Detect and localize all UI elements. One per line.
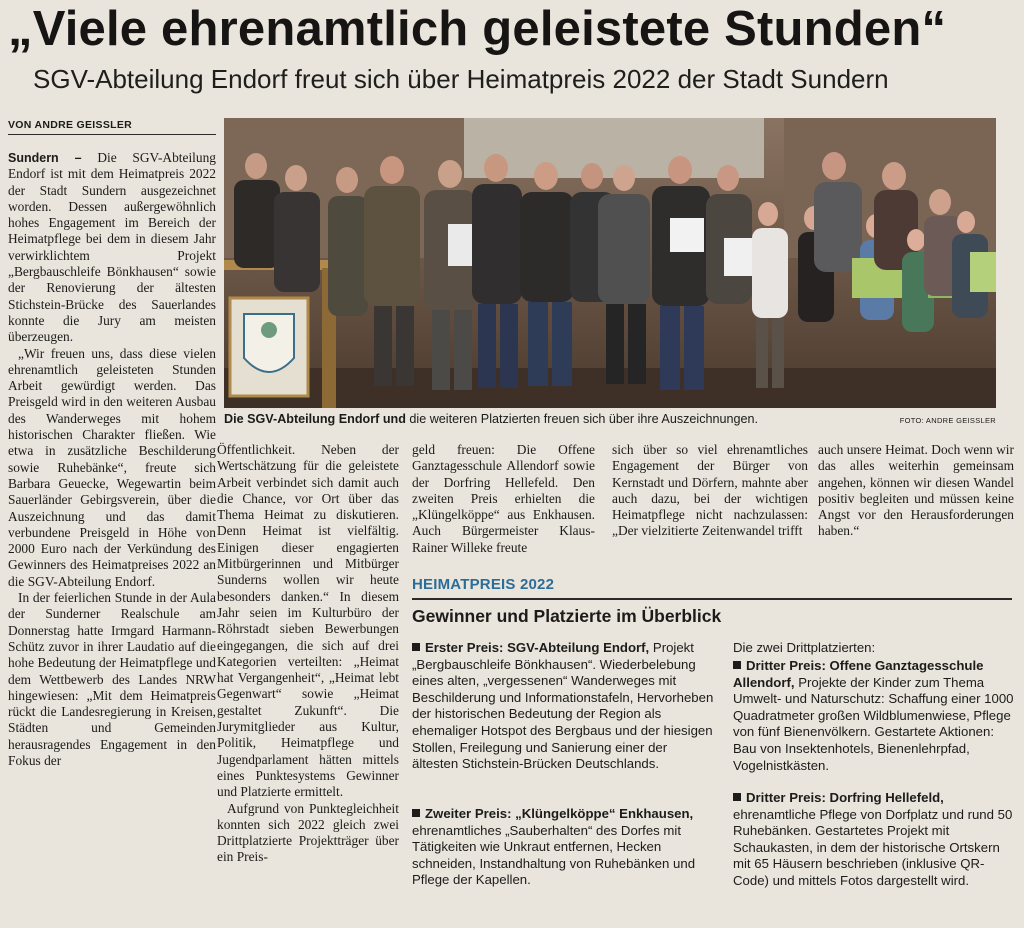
article-paragraph: Aufgrund von Punktegleichheit konnten sich 2022 gleich zwei Drittplatzierte Projektträger über ein Preis- — [217, 800, 399, 865]
caption-text: die weiteren Platzierten freuen sich über ihre Auszeichnungen. — [405, 412, 759, 426]
third-prize-a-text: Projekte der Kinder zum Thema Umwelt- und Naturschutz: Schaffung einer 1000 Quadratmeter großen Wildblumenwiese, Pflege von fünf Bienenvölkern. Gestartete Aktionen: Bau von Insektenhotels, Bienenlehrpfad, Vogelnistkästen. — [733, 674, 1014, 773]
group-photo — [224, 118, 996, 408]
article-column-1 — [8, 150, 216, 926]
bullet-square-icon — [733, 661, 741, 669]
dateline: Sundern – — [8, 151, 82, 165]
photo-caption — [224, 411, 996, 427]
article-column-5 — [818, 442, 1014, 567]
photo-credit: FOTO: ANDRE GEISSLER — [899, 416, 996, 425]
article-text: Die SGV-Abteilung Endorf ist mit dem Heimatpreis 2022 der Stadt Sundern ausgezeichnet worden. Dessen außergewöhnlich hohes Engagement im Bereich der Heimatpflege bei dem in diesem Jahr verwirklichtem Projekt „Bergbauschleife Bönkhausen“ sowie der Renovierung der ältesten Stichstein-Brücke des Sauerlandes konnte die Jury am meisten überzeugen. — [8, 150, 216, 345]
first-prize-entry — [412, 640, 714, 773]
article-paragraph: geld freuen: Die Offene Ganztagesschule Allendorf sowie der Dorfring Hellefeld. Den zweiten Preis erhielten die „Klüngelköppe“ aus Enkhausen. Auch Bürgermeister Klaus-Rainer Willeke freute — [412, 442, 595, 555]
first-prize-label: Erster Preis: SGV-Abteilung Endorf, — [425, 640, 650, 655]
group-photo-image — [224, 118, 996, 408]
article-column-3 — [412, 442, 595, 567]
third-prize-b-text: ehrenamtliche Pflege von Dorfplatz und rund 50 Ruhebänken. Gestartetes Projekt mit Schaukasten, in dem der historische Ortskern mit 65 Häusern beschrieben (inklusive QR-Code) und mittels Fotos dargestellt wird. — [733, 806, 1013, 888]
subheadline: SGV-Abteilung Endorf freut sich über Heimatpreis 2022 der Stadt Sundern — [33, 64, 889, 94]
third-prize-entry-a — [733, 658, 1017, 774]
bullet-square-icon — [412, 643, 420, 651]
third-prize-b-label: Dritter Preis: Dorfring Hellefeld, — [746, 790, 944, 805]
bullet-square-icon — [412, 809, 420, 817]
second-prize-entry — [412, 806, 714, 889]
infobox-title: Gewinner und Platzierte im Überblick — [412, 606, 722, 626]
infobox-divider — [412, 598, 1012, 600]
first-prize-text: Projekt „Bergbauschleife Bönkhausen“. Wiederbelebung eines alten, „vergessenen“ Wanderweges mit Beschilderung und Informationstafeln, Hervorheben der historischen Bedeutung der Region als ehemaliger Hotspot des Bergbaus und der hiesigen Stollen, Freilegung und Sanierung einer der ältesten Stichstein-Brücken Deutschlands. — [412, 640, 714, 772]
article-paragraph: Öffentlichkeit. Neben der Wertschätzung für die geleistete Arbeit verbindet sich damit auch die Chance, vor Ort über das Thema Heimat zu diskutieren. Denn Heimat ist vielfältig. Einigen dieser engagierten Mitbürgerinnen und Mitbürger Sunderns wollen wir heute besonders danken.“ In diesem Jahr seien im Kulturbüro der Röhrstadt sieben Bewerbungen eingegangen, die sich auf drei Kategorien verteilten: „Heimat hat Vergangenheit“, „Heimat lebt Gegenwart“ sowie „Heimat gestaltet Zukunft“. Die Jurymitglieder aus Kultur, Politik, Heimatpflege und Jugendparlament hätten mittels eines Punktesystems Gewinner und Platzierte ermittelt. — [217, 442, 399, 800]
author-byline: VON ANDRE GEISSLER — [8, 118, 216, 135]
second-prize-text: ehrenamtliches „Sauberhalten“ des Dorfes mit Tätigkeiten wie Unkraut entfernen, Hecken schneiden, Instandhaltung von Ruhebänken und Pflege der Kapellen. — [412, 822, 696, 888]
article-column-2 — [217, 442, 399, 926]
headline: „Viele ehrenamtlich geleistete Stunden“ — [8, 2, 947, 56]
article-paragraph: „Wir freuen uns, dass diese vielen ehrenamtlich geleisteten Stunden Arbeit gewürdigt werden. Das Preisgeld wird in den weiteren Ausbau des Wanderweges mit hohem historischen Charakter fließen. Wie etwa in zusätzliche Beschilderung sowie Ruhebänke“, freute sich Barbara Geuecke, Wegewartin beim Sauerländer Gebirgsverein, über die Auszeichnung und das damit verbundene Preisgeld in Höhe von 2000 Euro nach der Verkündung des Gewinners des Heimatpreises 2022 an die SGV-Abteilung Endorf. — [8, 345, 216, 589]
article-paragraph: In der feierlichen Stunde in der Aula der Sunderner Realschule am Donnerstag hatte Irmgard Harmann-Schütz zuvor in ihrer Laudatio auf die hohe Bedeutung der Heimatpflege und dem Wettbewerb des Landes NRW hingewiesen: „Mit dem Heimatpreis rückt die Landesregierung in Kreisen, Städten und Gemeinden herausragendes Engagement in den Fokus der — [8, 590, 216, 768]
second-prize-label: Zweiter Preis: „Klüngelköppe“ Enkhausen, — [425, 806, 694, 821]
bullet-square-icon — [733, 793, 741, 801]
article-paragraph: sich über so viel ehrenamtliches Engagement der Bürger von Kernstadt und Dörfern, mahnte aber auch dazu, bei der wichtigen Heimatpflege nicht nachzulassen: „Der vielzitierte Zeitenwandel trifft — [612, 442, 808, 539]
third-prize-intro: Die zwei Drittplatzierten: — [733, 640, 876, 655]
infobox-kicker: HEIMATPREIS 2022 — [412, 576, 555, 593]
caption-bold: Die SGV-Abteilung Endorf und — [224, 412, 406, 426]
third-prize-a-label: Dritter Preis: Offene Ganztagesschule Allendorf, — [733, 658, 984, 690]
article-paragraph — [8, 150, 216, 346]
article-column-4 — [612, 442, 808, 567]
third-prize-entry-b — [733, 790, 1017, 890]
article-paragraph: auch unsere Heimat. Doch wenn wir das alles weiterhin gemeinsam angehen, können wir diesen Wandel positiv begleiten und müssen keine Angst vor den Herausforderungen haben.“ — [818, 442, 1014, 539]
